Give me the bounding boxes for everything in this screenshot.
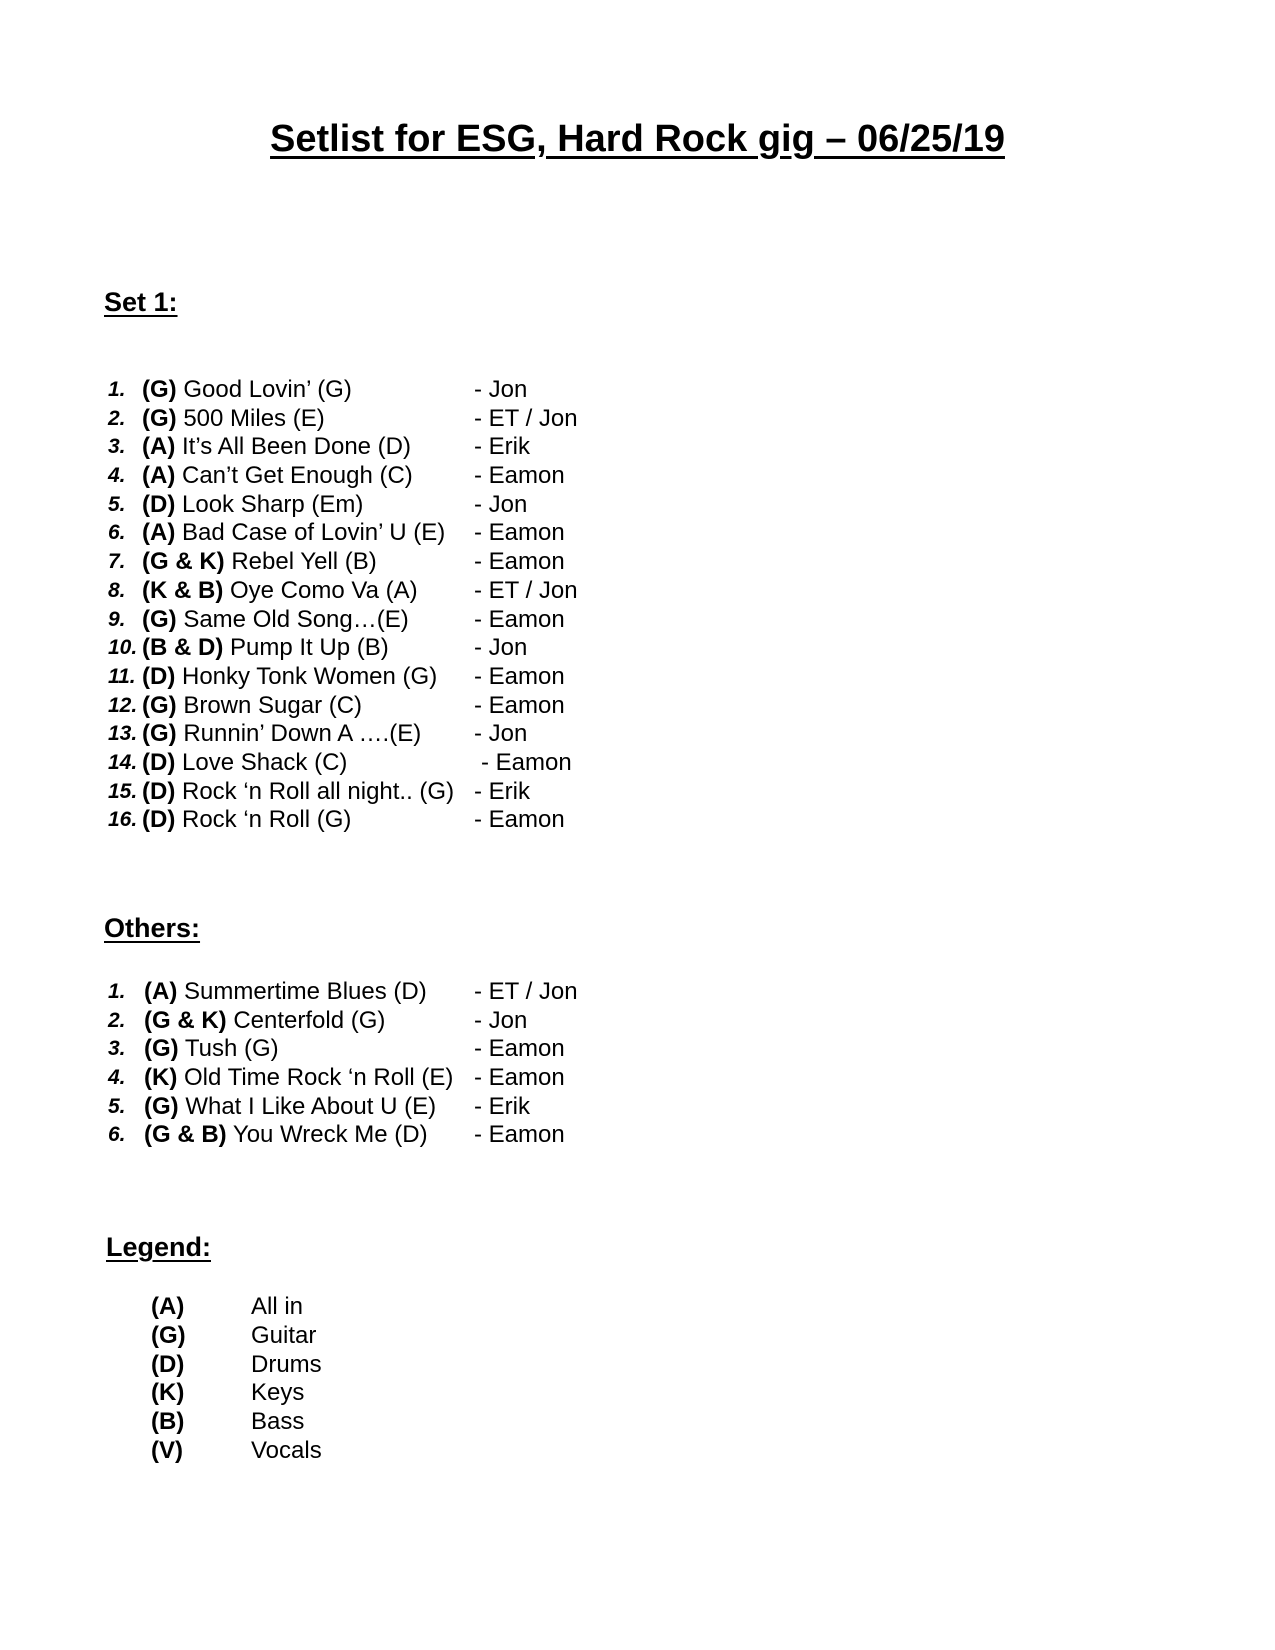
instrument-code: (G) — [144, 1092, 179, 1120]
instrument-code: (K) — [144, 1064, 178, 1092]
song-title-line — [144, 1121, 428, 1150]
page-title: Setlist for ESG, Hard Rock gig – 06/25/19 — [270, 118, 1005, 160]
song-singer: - ET / Jon — [474, 978, 578, 1005]
song-singer: - Erik — [474, 1092, 530, 1120]
instrument-code: (G) — [144, 1035, 179, 1063]
song-number: 13. — [108, 722, 138, 746]
song-title-line — [144, 1035, 279, 1064]
song-singer: - Jon — [474, 490, 528, 518]
legend-label: All in — [251, 1293, 304, 1320]
song-singer: - Eamon — [474, 806, 565, 834]
song-singer: - Eamon — [474, 662, 565, 690]
instrument-code: (B & D) — [142, 634, 224, 662]
song-title: What I Like About U (E) — [178, 1092, 437, 1120]
song-number: 9. — [108, 607, 126, 631]
song-title-line — [142, 548, 377, 577]
song-number: 14. — [108, 750, 138, 774]
song-title: Old Time Rock ‘n Roll (E) — [177, 1064, 454, 1092]
song-title-line — [144, 1093, 436, 1122]
legend-label: Guitar — [251, 1321, 317, 1349]
legend-code: (G) — [151, 1321, 186, 1349]
song-singer: - Jon — [474, 720, 528, 748]
song-number: 2. — [108, 1008, 126, 1032]
instrument-code: (A) — [142, 519, 176, 547]
song-title-line — [142, 519, 445, 548]
song-number: 2. — [108, 406, 126, 430]
song-number: 15. — [108, 779, 138, 803]
song-singer: - Eamon — [481, 748, 572, 776]
legend-code: (V) — [151, 1436, 183, 1464]
instrument-code: (G) — [142, 605, 177, 633]
song-number: 12. — [108, 693, 138, 717]
instrument-code: (K & B) — [142, 576, 224, 604]
song-singer: - Eamon — [474, 548, 565, 576]
song-singer: - Jon — [474, 634, 528, 662]
legend-code: (K) — [151, 1379, 185, 1407]
song-title-line — [144, 1064, 453, 1093]
song-title-line — [142, 720, 421, 749]
song-number: 4. — [108, 1066, 126, 1090]
song-number: 11. — [108, 664, 136, 688]
song-number: 4. — [108, 464, 126, 488]
song-title-line — [142, 692, 362, 721]
song-title: It’s All Been Done (D) — [175, 433, 411, 461]
song-number: 6. — [108, 1123, 126, 1147]
instrument-code: (G) — [142, 376, 177, 403]
song-title: Love Shack (C) — [175, 748, 348, 776]
song-title-line — [144, 1007, 385, 1036]
song-title: Rock ‘n Roll (G) — [175, 806, 352, 834]
song-number: 8. — [108, 578, 126, 602]
song-title: Pump It Up (B) — [223, 634, 389, 662]
instrument-code: (G & B) — [144, 1121, 227, 1149]
legend-label: Vocals — [251, 1436, 322, 1464]
song-singer: - Erik — [474, 777, 530, 805]
song-title-line — [142, 462, 413, 491]
instrument-code: (G) — [142, 720, 177, 748]
song-title-line — [142, 634, 389, 663]
song-title: Bad Case of Lovin’ U (E) — [175, 519, 446, 547]
song-title: 500 Miles (E) — [176, 404, 325, 432]
song-singer: - Eamon — [474, 691, 565, 719]
song-number: 7. — [108, 550, 126, 574]
song-title-line — [142, 577, 418, 606]
song-number: 3. — [108, 435, 126, 459]
song-title: Tush (G) — [178, 1035, 279, 1063]
others-heading: Others: — [104, 913, 201, 943]
instrument-code: (G) — [142, 404, 177, 432]
song-title: Look Sharp (Em) — [175, 490, 364, 518]
instrument-code: (G) — [142, 691, 177, 719]
song-title: Oye Como Va (A) — [223, 576, 418, 604]
legend-label: Drums — [251, 1350, 322, 1378]
instrument-code: (D) — [142, 748, 176, 776]
song-title-line — [142, 606, 409, 635]
song-singer: - Jon — [474, 1006, 528, 1034]
song-singer: - Eamon — [474, 1121, 565, 1149]
instrument-code: (A) — [142, 462, 176, 490]
song-title: You Wreck Me (D) — [226, 1121, 428, 1149]
song-title: Honky Tonk Women (G) — [175, 662, 438, 690]
song-singer: - ET / Jon — [474, 404, 578, 432]
legend-code: (B) — [151, 1408, 185, 1436]
song-title: Centerfold (G) — [226, 1006, 386, 1034]
song-title: Summertime Blues (D) — [177, 978, 427, 1005]
legend-heading: Legend: — [106, 1232, 211, 1262]
legend-label: Bass — [251, 1408, 305, 1436]
song-title: Good Lovin’ (G) — [176, 376, 352, 403]
song-singer: - ET / Jon — [474, 576, 578, 604]
song-title-line — [142, 491, 363, 520]
song-title-line — [142, 376, 352, 405]
song-singer: - Eamon — [474, 519, 565, 547]
instrument-code: (D) — [142, 777, 176, 805]
song-title-line — [142, 405, 325, 434]
song-singer: - Erik — [474, 433, 530, 461]
song-title: Brown Sugar (C) — [176, 691, 363, 719]
song-title-line — [142, 806, 351, 835]
song-title-line — [144, 978, 427, 1007]
song-number: 3. — [108, 1037, 126, 1061]
song-singer: - Eamon — [474, 605, 565, 633]
instrument-code: (A) — [142, 433, 176, 461]
instrument-code: (G & K) — [142, 548, 225, 576]
legend-label: Keys — [251, 1379, 305, 1407]
song-singer: - Eamon — [474, 1064, 565, 1092]
song-number: 16. — [108, 808, 138, 832]
song-title: Rebel Yell (B) — [224, 548, 377, 576]
set1-heading: Set 1: — [104, 287, 178, 317]
song-number: 5. — [108, 1094, 126, 1118]
song-title-line — [142, 663, 437, 692]
instrument-code: (G & K) — [144, 1006, 227, 1034]
legend-code: (A) — [151, 1293, 185, 1320]
song-title-line — [142, 749, 347, 778]
song-title-line — [142, 433, 411, 462]
song-number: 1. — [108, 980, 126, 1003]
song-number: 10. — [108, 636, 138, 660]
song-title-line — [142, 778, 454, 807]
song-title: Runnin’ Down A ….(E) — [176, 720, 422, 748]
song-number: 1. — [108, 378, 126, 401]
instrument-code: (A) — [144, 978, 178, 1005]
song-singer: - Eamon — [474, 462, 565, 490]
song-singer: - Eamon — [474, 1035, 565, 1063]
song-title: Same Old Song…(E) — [176, 605, 409, 633]
legend-code: (D) — [151, 1350, 185, 1378]
song-singer: - Jon — [474, 376, 528, 403]
song-number: 5. — [108, 492, 126, 516]
instrument-code: (D) — [142, 490, 176, 518]
instrument-code: (D) — [142, 662, 176, 690]
song-title: Can’t Get Enough (C) — [175, 462, 413, 490]
instrument-code: (D) — [142, 806, 176, 834]
song-number: 6. — [108, 521, 126, 545]
song-title: Rock ‘n Roll all night.. (G) — [175, 777, 455, 805]
